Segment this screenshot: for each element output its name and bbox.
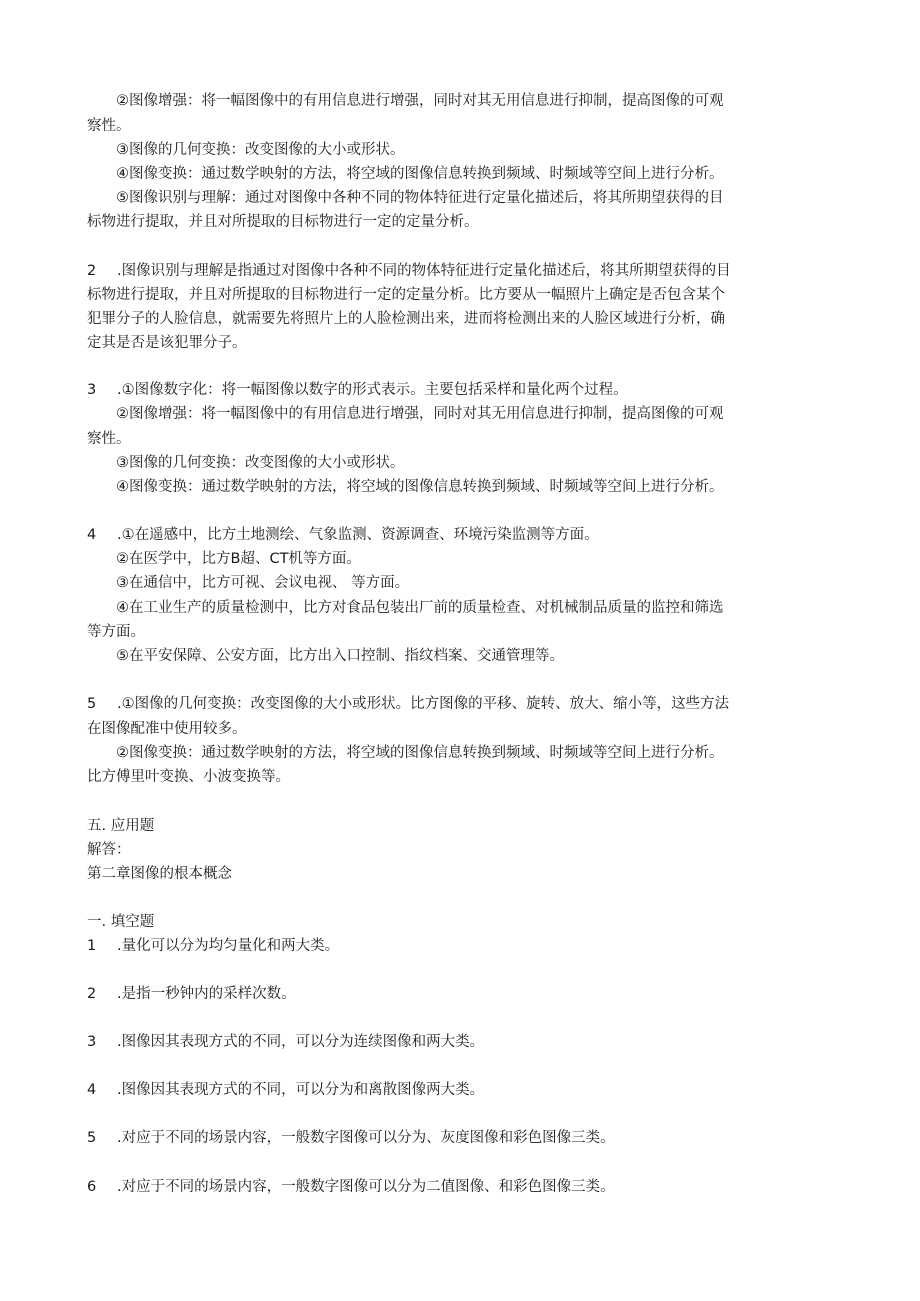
text-line: .①在遥感中，比方土地测绘、气象监测、资源调查、环境污染监测等方面。 [117, 527, 599, 543]
text-line: .图像识别与理解是指通过对图像中各种不同的物体特征进行定量化描述后，将其所期望获得的目 [117, 263, 731, 279]
text-line: 等方面。 [87, 624, 145, 640]
text-line: 定其是否是该犯罪分子。 [87, 335, 247, 351]
text-line: ②在医学中，比方B超、CT机等方面。 [116, 551, 361, 567]
text-line: .①图像的几何变换：改变图像的大小或形状。比方图像的平移、旋转、放大、缩小等，这些方法 [117, 696, 730, 712]
text-line: ②图像增强：将一幅图像中的有用信息进行增强，同时对其无用信息进行抑制，提高图像的可观 [116, 93, 724, 109]
text-line: ②图像变换：通过数学映射的方法，将空域的图像信息转换到频域、时频域等空间上进行分析。 [116, 745, 724, 761]
item-number: 5 [87, 1130, 97, 1146]
text-line: 比方傅里叶变换、小波变换等。 [87, 769, 290, 785]
numbered-line [87, 694, 729, 714]
question-item [87, 1032, 484, 1052]
text-line: ③在通信中，比方可视、会议电视、 等方面。 [116, 575, 410, 591]
question-item [87, 1080, 484, 1100]
item-number: 3 [87, 382, 97, 398]
item-number: 3 [87, 1034, 97, 1050]
text-line: ⑤在平安保障、公安方面，比方出入口控制、指纹档案、交通管理等。 [116, 648, 564, 664]
section-heading: 一. 填空题 [87, 914, 155, 930]
question-item [87, 1177, 615, 1197]
item-number: 4 [87, 1082, 97, 1098]
text-line: ④在工业生产的质量检测中，比方对食品包装出厂前的质量检查、对机械制品质量的监控和筛选 [116, 600, 724, 616]
text-line: .①图像数字化：将一幅图像以数字的形式表示。主要包括采样和量化两个过程。 [117, 382, 628, 398]
question-text: .是指一秒钟内的采样次数。 [117, 986, 296, 1002]
item-number: 2 [87, 986, 97, 1002]
text-line: 察性。 [87, 431, 131, 447]
item-number: 4 [87, 527, 97, 543]
question-text: .图像因其表现方式的不同，可以分为和离散图像两大类。 [117, 1082, 485, 1098]
text-line: ③图像的几何变换：改变图像的大小或形状。 [116, 455, 405, 471]
question-text: .量化可以分为均匀量化和两大类。 [117, 938, 340, 954]
chapter-title: 第二章图像的根本概念 [87, 866, 232, 882]
text-line: ②图像增强：将一幅图像中的有用信息进行增强，同时对其无用信息进行抑制，提高图像的可观 [116, 406, 724, 422]
answer-label: 解答： [87, 842, 131, 858]
item-number: 6 [87, 1179, 97, 1195]
numbered-line [87, 525, 599, 545]
question-text: .对应于不同的场景内容，一般数字图像可以分为、灰度图像和彩色图像三类。 [117, 1130, 615, 1146]
text-line: 标物进行提取，并且对所提取的目标物进行一定的定量分析。 [87, 214, 479, 230]
text-line: ⑤图像识别与理解：通过对图像中各种不同的物体特征进行定量化描述后，将其所期望获得的目 [116, 190, 724, 206]
question-text: .对应于不同的场景内容，一般数字图像可以分为二值图像、和彩色图像三类。 [117, 1179, 615, 1195]
text-line: 在图像配准中使用较多。 [87, 721, 247, 737]
question-item [87, 984, 296, 1004]
question-text: .图像因其表现方式的不同，可以分为连续图像和两大类。 [117, 1034, 485, 1050]
item-number: 5 [87, 696, 97, 712]
question-item [87, 936, 339, 956]
text-line: 察性。 [87, 118, 131, 134]
text-line: ③图像的几何变换：改变图像的大小或形状。 [116, 142, 405, 158]
item-number: 1 [87, 938, 97, 954]
text-line: ④图像变换：通过数学映射的方法，将空域的图像信息转换到频域、时频域等空间上进行分析。 [116, 166, 724, 182]
section-heading: 五. 应用题 [87, 818, 155, 834]
item-number: 2 [87, 263, 97, 279]
numbered-line [87, 261, 731, 281]
text-line: 标物进行提取，并且对所提取的目标物进行一定的定量分析。比方要从一幅照片上确定是否包含某个 [87, 287, 725, 303]
question-item [87, 1128, 615, 1148]
text-line: ④图像变换：通过数学映射的方法，将空域的图像信息转换到频域、时频域等空间上进行分析。 [116, 479, 724, 495]
text-line: 犯罪分子的人脸信息，就需要先将照片上的人脸检测出来，进而将检测出来的人脸区域进行分析，确 [87, 311, 725, 327]
numbered-line [87, 380, 628, 400]
